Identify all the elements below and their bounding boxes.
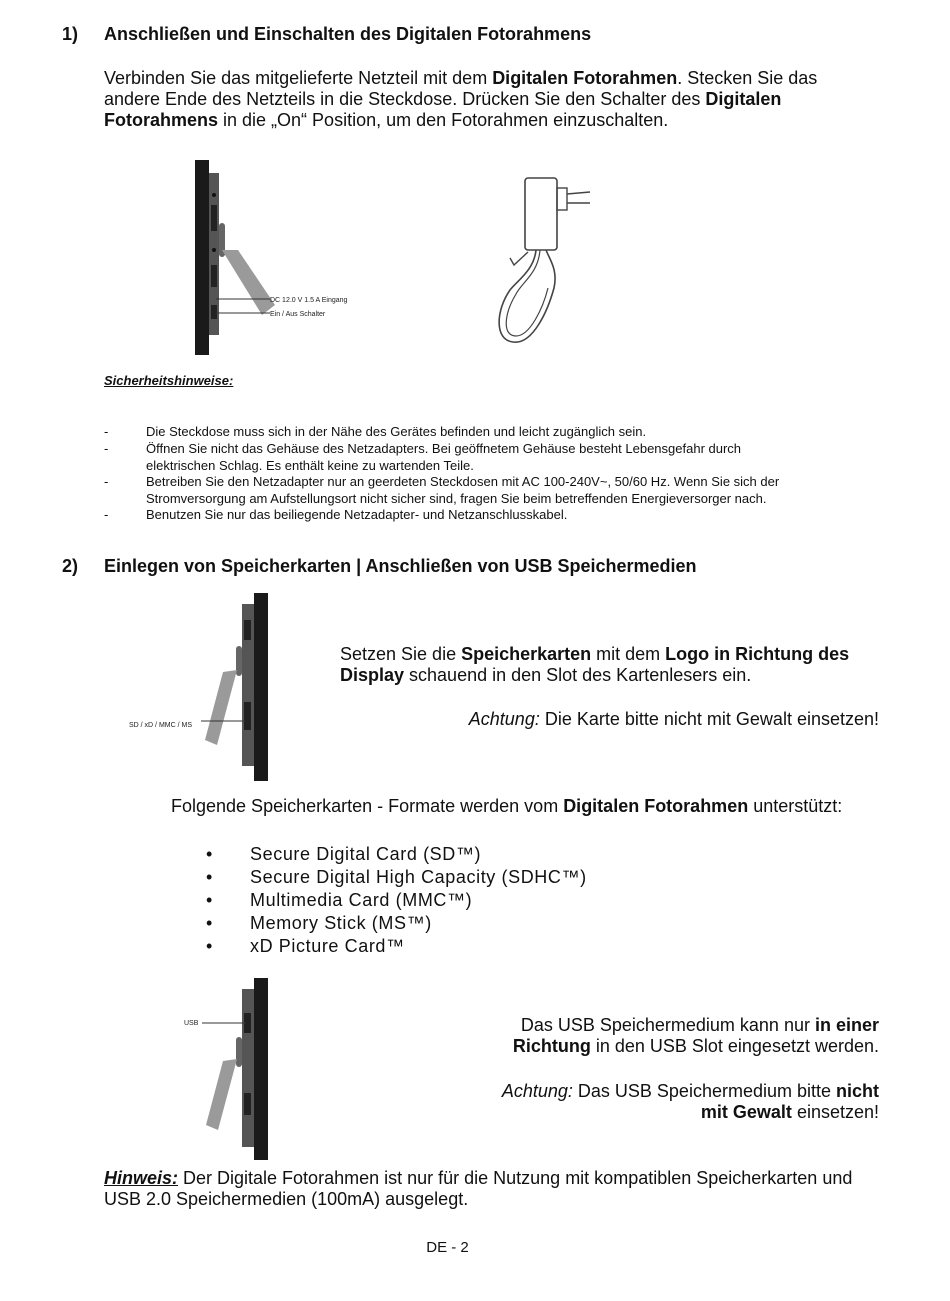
hint-note: Hinweis: Der Digitale Fotorahmen ist nur für die Nutzung mit kompatiblen Speicherkarten und USB 2.0 Speichermedien (100mA) ausgelegt. [104, 1168, 853, 1209]
power-adapter-figure [488, 170, 598, 350]
dc-input-label: DC 12.0 V 1.5 A Eingang [270, 297, 348, 304]
formats-intro: Folgende Speicherkarten - Formate werden vom Digitalen Fotorahmen unterstützt: [171, 796, 843, 816]
section-1-paragraph: Verbinden Sie das mitgelieferte Netzteil mit dem Digitalen Fotorahmen. Stecken Sie das andere Ende des Netzteils in die Steckdose. Drücken Sie den Schalter des Digitalen Fotorahmens in die „On“ Position, um den Fotorahmen einzuschalten. [104, 68, 818, 130]
safety-dash: - [104, 441, 109, 456]
section-2-title: Einlegen von Speicherkarten | Anschließen von USB Speichermedien [104, 556, 697, 576]
safety-item: Benutzen Sie nur das beiliegende Netzadapter- und Netzanschlusskabel. [146, 507, 568, 522]
power-switch-label: Ein / Aus Schalter [270, 311, 326, 318]
card-slot-figure [125, 590, 275, 785]
card-insert-text: Setzen Sie die Speicherkarten mit dem Logo in Richtung des Display schauend in den Slot des Kartenlesers ein. [340, 644, 850, 685]
format-item: xD Picture Card™ [250, 936, 405, 956]
bullet: • [206, 936, 213, 956]
safety-dash: - [104, 507, 109, 522]
page-number: DE - 2 [426, 1239, 469, 1256]
format-item: Secure Digital Card (SD™) [250, 844, 482, 864]
safety-item: Betreiben Sie den Netzadapter nur an geerdeten Steckdosen mit AC 100-240V~, 50/60 Hz. Wenn Sie sich der Stromversorgung am Aufstellungsort nicht sicher sind, fragen Sie beim betreffenden Energieversorger nach. [146, 474, 780, 506]
section-1-number: 1) [62, 24, 79, 44]
section-1-title: Anschließen und Einschalten des Digitalen Fotorahmens [104, 24, 592, 44]
card-warning: Achtung: Die Karte bitte nicht mit Gewalt einsetzen! [468, 709, 879, 729]
bullet: • [206, 867, 213, 887]
usb-slot-label: USB [184, 1020, 199, 1027]
section-2-number: 2) [62, 556, 79, 576]
safety-dash: - [104, 474, 109, 489]
safety-item: Öffnen Sie nicht das Gehäuse des Netzadapters. Bei geöffnetem Gehäuse besteht Lebensgefahr durch elektrischen Schlag. Es enthält keine zu wartenden Teile. [146, 441, 742, 473]
bullet: • [206, 844, 213, 864]
usb-warning: Achtung: Das USB Speichermedium bitte nicht mit Gewalt einsetzen! [501, 1081, 879, 1122]
photo-frame-side-figure [190, 155, 390, 360]
format-item: Memory Stick (MS™) [250, 913, 432, 933]
safety-dash: - [104, 424, 109, 439]
card-slot-label: SD / xD / MMC / MS [129, 722, 192, 729]
safety-heading: Sicherheitshinweise: [104, 373, 234, 388]
bullet: • [206, 913, 213, 933]
safety-item: Die Steckdose muss sich in der Nähe des Gerätes befinden und leicht zugänglich sein. [146, 424, 647, 439]
usb-slot-figure [180, 975, 275, 1165]
bullet: • [206, 890, 213, 910]
usb-insert-text: Das USB Speichermedium kann nur in einer Richtung in den USB Slot eingesetzt werden. [512, 1015, 879, 1056]
format-item: Multimedia Card (MMC™) [250, 890, 473, 910]
format-item: Secure Digital High Capacity (SDHC™) [250, 867, 587, 887]
